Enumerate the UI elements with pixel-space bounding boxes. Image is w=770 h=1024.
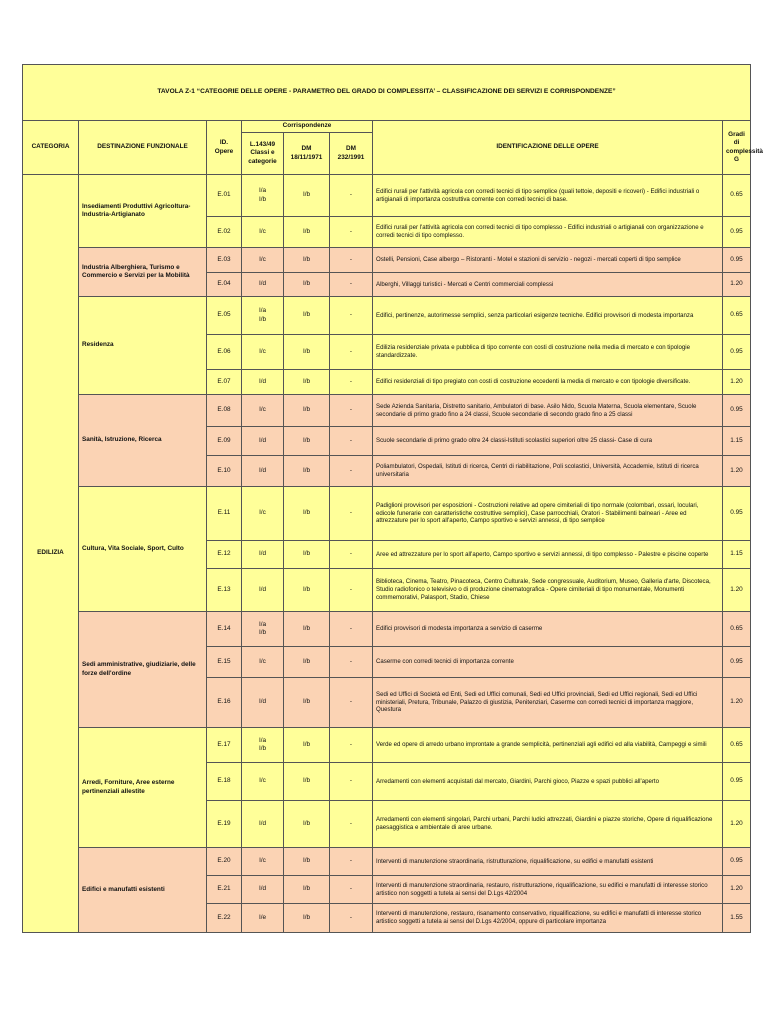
l143-cell: I/d <box>242 273 284 297</box>
dm1971-cell: I/b <box>284 647 330 678</box>
destinazione-cell: Sanità, Istruzione, Ricerca <box>79 395 207 487</box>
id-opere-cell: E.11 <box>207 487 242 541</box>
grado-cell: 1.20 <box>723 876 751 904</box>
grado-cell: 1.20 <box>723 801 751 848</box>
dm1971-cell: I/b <box>284 848 330 876</box>
l143-cell: I/d <box>242 541 284 569</box>
l143-cell: I/a I/b <box>242 297 284 335</box>
id-opere-cell: E.20 <box>207 848 242 876</box>
identificazione-cell: Interventi di manutenzione, restauro, risanamento conservativo, riqualificazione, su edifici e manufatti di interesse storico artistico soggetti a tutela ai sensi del D.Lgs 42/2004, oppure di particolare importanza <box>373 904 723 933</box>
dm1991-cell: - <box>330 217 373 248</box>
dm1991-cell: - <box>330 876 373 904</box>
grado-cell: 1.15 <box>723 541 751 569</box>
table-row <box>23 487 751 541</box>
identificazione-cell: Interventi di manutenzione straordinaria, ristrutturazione, riqualificazione, su edifici e manufatti esistenti <box>373 848 723 876</box>
id-opere-cell: E.21 <box>207 876 242 904</box>
categoria-cell: EDILIZIA <box>23 175 79 933</box>
id-opere-cell: E.14 <box>207 612 242 647</box>
dm1971-cell: I/b <box>284 175 330 217</box>
l143-cell: I/c <box>242 647 284 678</box>
dm1971-cell: I/b <box>284 678 330 728</box>
id-opere-cell: E.19 <box>207 801 242 848</box>
identificazione-cell: Verde ed opere di arredo urbano improntate a grande semplicità, pertinenziali agli edifici ed alla viabilità, Campeggi e simili <box>373 728 723 763</box>
destinazione-cell: Arredi, Forniture, Aree esterne pertinenziali allestite <box>79 728 207 848</box>
dm1991-cell: - <box>330 175 373 217</box>
identificazione-cell: Biblioteca, Cinema, Teatro, Pinacoteca, Centro Culturale, Sede congressuale, Auditorium, Museo, Galleria d'arte, Discoteca, Studio radiofonico o televisivo o di produzione cinematografica - Opere cimiteriali di tipo monumentale, Monumenti commemorativi, Palasport, Stadio, Chiese <box>373 569 723 612</box>
grado-cell: 0.65 <box>723 728 751 763</box>
dm1991-cell: - <box>330 456 373 487</box>
identificazione-cell: Edilizia residenziale privata e pubblica di tipo corrente con costi di costruzione nella media di mercato e con tipologie standardizzate. <box>373 335 723 370</box>
grado-cell: 1.20 <box>723 456 751 487</box>
dm1971-cell: I/b <box>284 728 330 763</box>
l143-cell: I/a I/b <box>242 175 284 217</box>
dm1991-cell: - <box>330 569 373 612</box>
dm1991-cell: - <box>330 801 373 848</box>
destinazione-cell: Sedi amministrative, giudiziarie, delle forze dell'ordine <box>79 612 207 728</box>
grado-cell: 1.20 <box>723 569 751 612</box>
grado-cell: 0.95 <box>723 647 751 678</box>
grado-cell: 0.95 <box>723 848 751 876</box>
id-opere-cell: E.05 <box>207 297 242 335</box>
identificazione-cell: Alberghi, Villaggi turistici - Mercati e Centri commerciali complessi <box>373 273 723 297</box>
identificazione-cell: Ostelli, Pensioni, Case albergo – Ristoranti - Motel e stazioni di servizio - negozi - mercati coperti di tipo semplice <box>373 248 723 273</box>
dm1991-cell: - <box>330 370 373 395</box>
dm1971-cell: I/b <box>284 456 330 487</box>
identificazione-cell: Arredamenti con elementi acquistati dal mercato, Giardini, Parchi gioco, Piazze e spazi pubblici all'aperto <box>373 763 723 801</box>
grado-cell: 0.95 <box>723 395 751 427</box>
l143-cell: I/c <box>242 763 284 801</box>
grado-cell: 0.65 <box>723 612 751 647</box>
destinazione-cell: Edifici e manufatti esistenti <box>79 848 207 933</box>
header-dm1971: DM 18/11/1971 <box>284 133 330 175</box>
identificazione-cell: Padiglioni provvisori per esposizioni - Costruzioni relative ad opere cimiteriali di tipo normale (colombari, ossari, loculari, edicole funerarie con caratteristiche costruttive semplici), Case parrocchiali, Oratori - Stabilimenti balneari - Aree ed attrezzature per lo sport all'aperto, Campo sportivo e servizi annessi, di tipo semplice <box>373 487 723 541</box>
dm1991-cell: - <box>330 612 373 647</box>
dm1971-cell: I/b <box>284 395 330 427</box>
dm1971-cell: I/b <box>284 427 330 456</box>
l143-cell: I/d <box>242 801 284 848</box>
l143-cell: I/c <box>242 248 284 273</box>
id-opere-cell: E.15 <box>207 647 242 678</box>
grado-cell: 1.15 <box>723 427 751 456</box>
id-opere-cell: E.18 <box>207 763 242 801</box>
dm1991-cell: - <box>330 647 373 678</box>
table-row <box>23 175 751 217</box>
dm1991-cell: - <box>330 427 373 456</box>
id-opere-cell: E.13 <box>207 569 242 612</box>
identificazione-cell: Caserme con corredi tecnici di importanza corrente <box>373 647 723 678</box>
dm1991-cell: - <box>330 487 373 541</box>
l143-cell: I/c <box>242 848 284 876</box>
header-gradi: Gradi di complessità G <box>723 121 751 175</box>
dm1971-cell: I/b <box>284 763 330 801</box>
id-opere-cell: E.17 <box>207 728 242 763</box>
dm1971-cell: I/b <box>284 297 330 335</box>
l143-cell: I/d <box>242 678 284 728</box>
identificazione-cell: Poliambulatori, Ospedali, Istituti di ricerca, Centri di riabilitazione, Poli scolastici, Università, Accademie, Istituti di ricerca universitaria <box>373 456 723 487</box>
id-opere-cell: E.04 <box>207 273 242 297</box>
dm1971-cell: I/b <box>284 273 330 297</box>
dm1971-cell: I/b <box>284 248 330 273</box>
id-opere-cell: E.08 <box>207 395 242 427</box>
identificazione-cell: Edifici rurali per l'attività agricola con corredi tecnici di tipo complesso - Edifici industriali o artigianali con organizzazione e corredi tecnici di tipo complesso. <box>373 217 723 248</box>
header-identificazione: IDENTIFICAZIONE DELLE OPERE <box>373 121 723 175</box>
dm1991-cell: - <box>330 904 373 933</box>
dm1991-cell: - <box>330 848 373 876</box>
l143-cell: I/d <box>242 456 284 487</box>
table-row <box>23 297 751 335</box>
table-row <box>23 848 751 876</box>
grado-cell: 0.95 <box>723 248 751 273</box>
header-destinazione: DESTINAZIONE FUNZIONALE <box>79 121 207 175</box>
destinazione-cell: Cultura, Vita Sociale, Sport, Culto <box>79 487 207 612</box>
dm1991-cell: - <box>330 541 373 569</box>
dm1971-cell: I/b <box>284 904 330 933</box>
grado-cell: 0.65 <box>723 175 751 217</box>
l143-cell: I/d <box>242 569 284 612</box>
identificazione-cell: Sede Azienda Sanitaria, Distretto sanitario, Ambulatori di base. Asilo Nido, Scuola Materna, Scuola elementare, Scuole secondarie di primo grado fino a 24 classi, Scuole secondarie di secondo grado fino a 25 classi <box>373 395 723 427</box>
dm1991-cell: - <box>330 678 373 728</box>
id-opere-cell: E.06 <box>207 335 242 370</box>
l143-cell: I/c <box>242 395 284 427</box>
identificazione-cell: Edifici, pertinenze, autorimesse semplici, senza particolari esigenze tecniche. Edifici provvisori di modesta importanza <box>373 297 723 335</box>
dm1991-cell: - <box>330 297 373 335</box>
dm1991-cell: - <box>330 728 373 763</box>
identificazione-cell: Edifici residenziali di tipo pregiato con costi di costruzione eccedenti la media di mercato e con tipologie diversificate. <box>373 370 723 395</box>
id-opere-cell: E.07 <box>207 370 242 395</box>
identificazione-cell: Interventi di manutenzione straordinaria, restauro, ristrutturazione, riqualificazione, su edifici e manufatti di interesse storico artistico non soggetti a tutela ai sensi del D.Lgs 42/2004 <box>373 876 723 904</box>
id-opere-cell: E.16 <box>207 678 242 728</box>
dm1971-cell: I/b <box>284 801 330 848</box>
dm1991-cell: - <box>330 335 373 370</box>
id-opere-cell: E.03 <box>207 248 242 273</box>
table-row <box>23 248 751 273</box>
dm1971-cell: I/b <box>284 876 330 904</box>
id-opere-cell: E.01 <box>207 175 242 217</box>
l143-cell: I/d <box>242 370 284 395</box>
identificazione-cell: Edifici provvisori di modesta importanza a servizio di caserme <box>373 612 723 647</box>
dm1971-cell: I/b <box>284 335 330 370</box>
grado-cell: 0.95 <box>723 763 751 801</box>
header-dm1991: DM 232/1991 <box>330 133 373 175</box>
dm1971-cell: I/b <box>284 217 330 248</box>
l143-cell: I/e <box>242 904 284 933</box>
grado-cell: 0.95 <box>723 487 751 541</box>
grado-cell: 1.20 <box>723 678 751 728</box>
dm1971-cell: I/b <box>284 569 330 612</box>
id-opere-cell: E.22 <box>207 904 242 933</box>
header-l143: L.143/49 Classi e categorie <box>242 133 284 175</box>
l143-cell: I/c <box>242 335 284 370</box>
grado-cell: 1.20 <box>723 370 751 395</box>
header-categoria: CATEGORIA <box>23 121 79 175</box>
identificazione-cell: Edifici rurali per l'attività agricola con corredi tecnici di tipo semplice (quali tettoie, depositi e ricoveri) - Edifici industriali o artigianali di importanza costruttiva corrente con corredi tecnici di base. <box>373 175 723 217</box>
grado-cell: 1.20 <box>723 273 751 297</box>
identificazione-cell: Arredamenti con elementi singolari, Parchi urbani, Parchi ludici attrezzati, Giardini e piazze storiche, Opere di riqualificazione paesaggistica e ambientale di aree urbane. <box>373 801 723 848</box>
header-corrispondenze: Corrispondenze <box>242 121 373 133</box>
id-opere-cell: E.10 <box>207 456 242 487</box>
l143-cell: I/a I/b <box>242 728 284 763</box>
header-id-opere: ID. Opere <box>207 121 242 175</box>
identificazione-cell: Sedi ed Uffici di Società ed Enti, Sedi ed Uffici comunali, Sedi ed Uffici provinciali, Sedi ed Uffici regionali, Sedi ed Uffici ministeriali, Pretura, Tribunale, Palazzo di giustizia, Penitenziari, Caserme con corredi tecnici di importanza maggiore, Questura <box>373 678 723 728</box>
l143-cell: I/d <box>242 876 284 904</box>
table-row <box>23 395 751 427</box>
dm1971-cell: I/b <box>284 541 330 569</box>
grado-cell: 0.65 <box>723 297 751 335</box>
grado-cell: 1.55 <box>723 904 751 933</box>
table-row <box>23 612 751 647</box>
l143-cell: I/c <box>242 487 284 541</box>
destinazione-cell: Industria Alberghiera, Turismo e Commercio e Servizi per la Mobilità <box>79 248 207 297</box>
table-row <box>23 728 751 763</box>
dm1971-cell: I/b <box>284 370 330 395</box>
dm1971-cell: I/b <box>284 612 330 647</box>
destinazione-cell: Insediamenti Produttivi Agricoltura-Industria-Artigianato <box>79 175 207 248</box>
dm1991-cell: - <box>330 273 373 297</box>
dm1991-cell: - <box>330 248 373 273</box>
l143-cell: I/d <box>242 427 284 456</box>
id-opere-cell: E.09 <box>207 427 242 456</box>
dm1991-cell: - <box>330 763 373 801</box>
classification-table <box>22 64 763 933</box>
table-title: TAVOLA Z-1 “CATEGORIE DELLE OPERE - PARAMETRO DEL GRADO DI COMPLESSITA’ – CLASSIFICAZIONE DEI SERVIZI E CORRISPONDENZE” <box>23 65 751 121</box>
l143-cell: I/c <box>242 217 284 248</box>
dm1971-cell: I/b <box>284 487 330 541</box>
id-opere-cell: E.12 <box>207 541 242 569</box>
grado-cell: 0.95 <box>723 335 751 370</box>
identificazione-cell: Aree ed attrezzature per lo sport all'aperto, Campo sportivo e servizi annessi, di tipo complesso - Palestre e piscine coperte <box>373 541 723 569</box>
l143-cell: I/a I/b <box>242 612 284 647</box>
grado-cell: 0.95 <box>723 217 751 248</box>
id-opere-cell: E.02 <box>207 217 242 248</box>
dm1991-cell: - <box>330 395 373 427</box>
identificazione-cell: Scuole secondarie di primo grado oltre 24 classi-Istituti scolastici superiori oltre 25 classi- Case di cura <box>373 427 723 456</box>
destinazione-cell: Residenza <box>79 297 207 395</box>
